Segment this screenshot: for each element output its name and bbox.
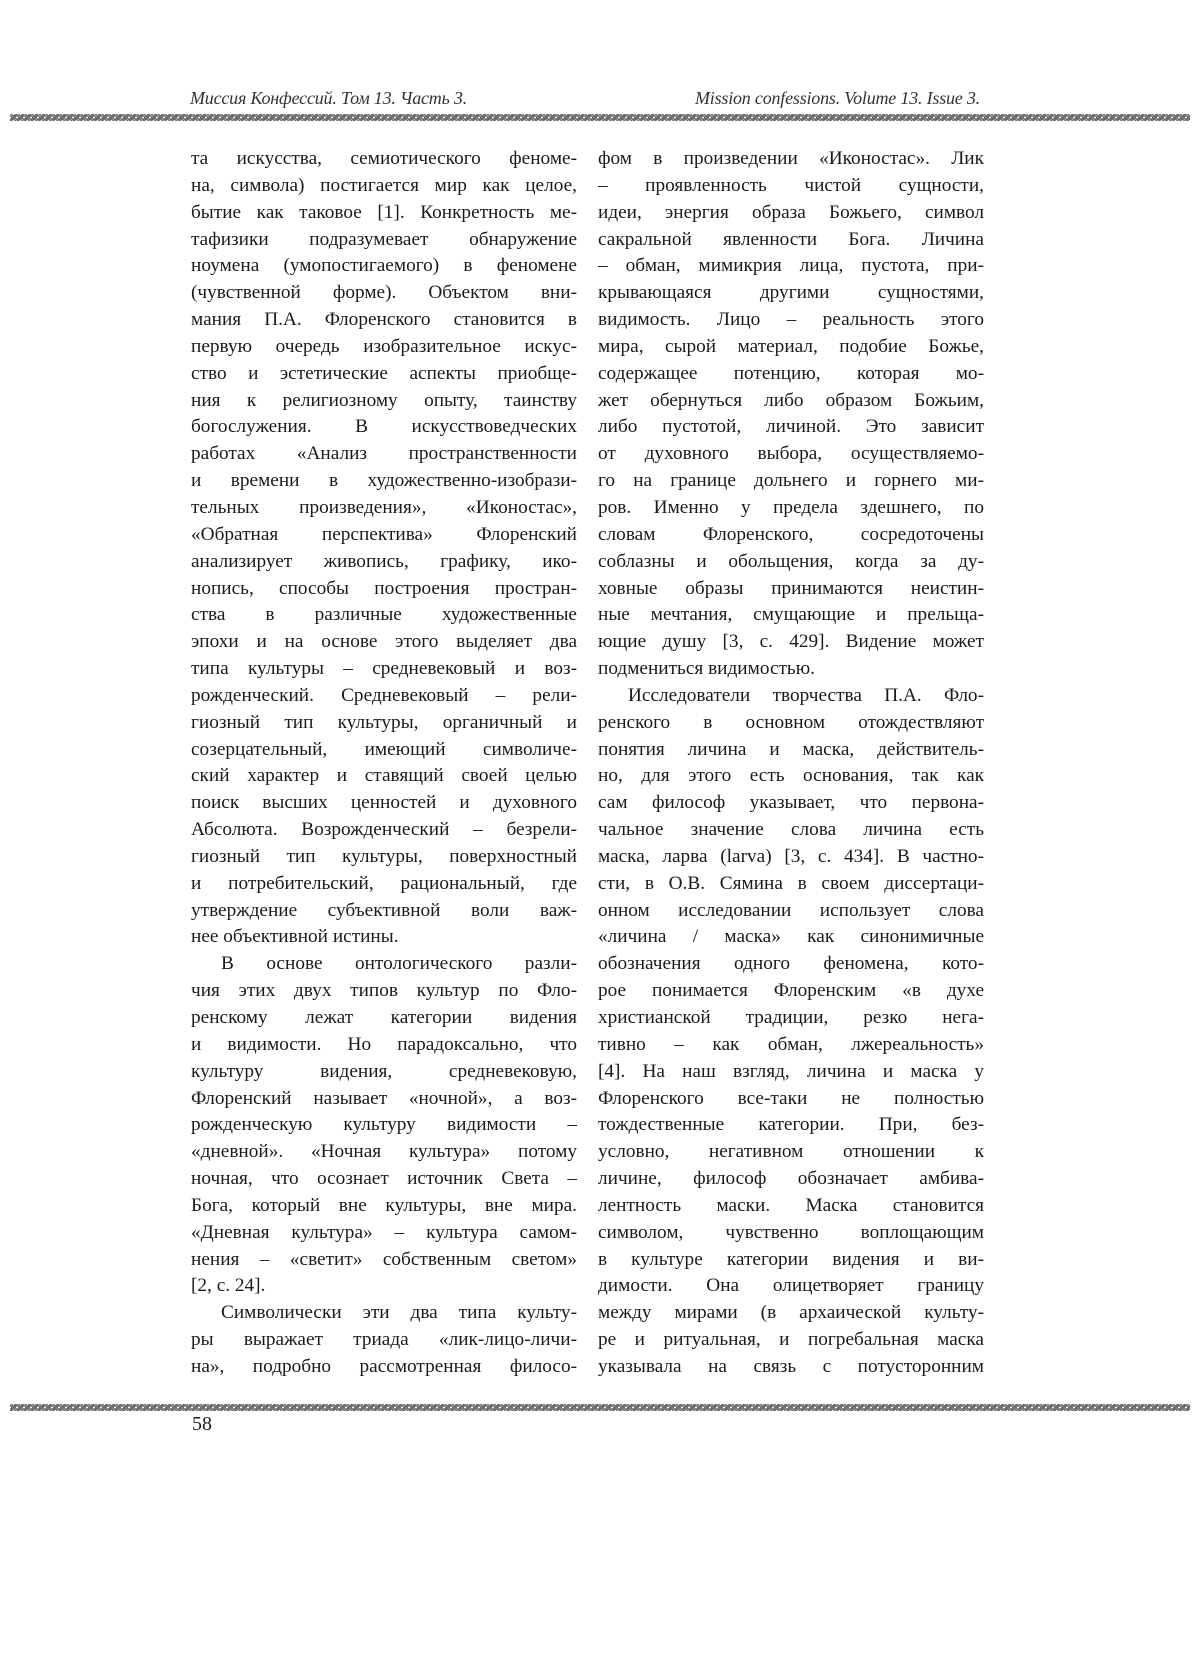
text-line: на», подробно рассмотренная филосо- xyxy=(191,1354,577,1381)
text-line: указывала на связь с потусторонним xyxy=(598,1354,984,1381)
text-line: понятия личина и маска, действитель- xyxy=(598,737,984,764)
text-line: тельных произведения», «Иконостас», xyxy=(191,495,577,522)
text-line: Бога, который вне культуры, вне мира. xyxy=(191,1193,577,1220)
text-line: маска, ларва (larva) [3, с. 434]. В частно- xyxy=(598,844,984,871)
text-line: – обман, мимикрия лица, пустота, при- xyxy=(598,253,984,280)
text-line: ства в различные художественные xyxy=(191,602,577,629)
text-line: «Обратная перспектива» Флоренский xyxy=(191,522,577,549)
text-line: созерцательный, имеющий символиче- xyxy=(191,737,577,764)
text-line: димости. Она олицетворяет границу xyxy=(598,1273,984,1300)
text-line: типа культуры – средневековый и воз- xyxy=(191,656,577,683)
text-line: Флоренского все-таки не полностью xyxy=(598,1086,984,1113)
text-line: ноумена (умопостигаемого) в феномене xyxy=(191,253,577,280)
text-line: ренскому лежат категории видения xyxy=(191,1005,577,1032)
page-number: 58 xyxy=(192,1413,212,1436)
text-line: но, для этого есть основания, так как xyxy=(598,763,984,790)
text-line: и времени в художественно-изобрази- xyxy=(191,468,577,495)
text-line: – проявленность чистой сущности, xyxy=(598,173,984,200)
text-line: мания П.А. Флоренского становится в xyxy=(191,307,577,334)
text-line: подмениться видимостью. xyxy=(598,656,984,683)
text-line: тождественные категории. При, без- xyxy=(598,1112,984,1139)
text-line: личине, философ обозначает амбива- xyxy=(598,1166,984,1193)
text-column-left xyxy=(191,146,577,1381)
text-line: рое понимается Флоренским «в духе xyxy=(598,978,984,1005)
text-line: [4]. На наш взгляд, личина и маска у xyxy=(598,1059,984,1086)
text-line: и потребительский, рациональный, где xyxy=(191,871,577,898)
running-header-russian: Миссия Конфессий. Том 13. Часть 3. xyxy=(190,88,467,109)
text-line: нения – «светит» собственным светом» xyxy=(191,1247,577,1274)
text-line: [2, с. 24]. xyxy=(191,1273,577,1300)
text-line: (чувственной форме). Объектом вни- xyxy=(191,280,577,307)
text-line: «дневной». «Ночная культура» потому xyxy=(191,1139,577,1166)
text-line: и видимости. Но парадоксально, что xyxy=(191,1032,577,1059)
text-line: утверждение субъективной воли важ- xyxy=(191,898,577,925)
text-line: символом, чувственно воплощающим xyxy=(598,1220,984,1247)
text-line: словам Флоренского, сосредоточены xyxy=(598,522,984,549)
text-line: богослужения. В искусствоведческих xyxy=(191,414,577,441)
text-line: ский характер и ставящий своей целью xyxy=(191,763,577,790)
text-column-right xyxy=(598,146,984,1381)
text-line: от духовного выбора, осуществляемо- xyxy=(598,441,984,468)
text-line: сакральной явленности Бога. Личина xyxy=(598,227,984,254)
text-line: ров. Именно у предела здешнего, по xyxy=(598,495,984,522)
text-line: работах «Анализ пространственности xyxy=(191,441,577,468)
text-line: идеи, энергия образа Божьего, символ xyxy=(598,200,984,227)
text-line: В основе онтологического разли- xyxy=(191,951,577,978)
text-line: тивно – как обман, лжереальность» xyxy=(598,1032,984,1059)
text-line: обозначения одного феномена, кото- xyxy=(598,951,984,978)
text-line: лентность маски. Маска становится xyxy=(598,1193,984,1220)
text-line: ющие душу [3, с. 429]. Видение может xyxy=(598,629,984,656)
text-line: нопись, способы построения простран- xyxy=(191,576,577,603)
text-line: в культуре категории видения и ви- xyxy=(598,1247,984,1274)
text-line: ночная, что осознает источник Света – xyxy=(191,1166,577,1193)
text-line: сам философ указывает, что первона- xyxy=(598,790,984,817)
text-line: онном исследовании использует слова xyxy=(598,898,984,925)
text-line: та искусства, семиотического феноме- xyxy=(191,146,577,173)
text-line: жет обернуться либо образом Божьим, xyxy=(598,388,984,415)
text-line: содержащее потенцию, которая мо- xyxy=(598,361,984,388)
text-line: гиозный тип культуры, поверхностный xyxy=(191,844,577,871)
text-line: нее объективной истины. xyxy=(191,924,577,951)
text-line: видимость. Лицо – реальность этого xyxy=(598,307,984,334)
text-line: культуру видения, средневековую, xyxy=(191,1059,577,1086)
text-line: либо пустотой, личиной. Это зависит xyxy=(598,414,984,441)
text-line: «личина / маска» как синонимичные xyxy=(598,924,984,951)
text-line: чия этих двух типов культур по Фло- xyxy=(191,978,577,1005)
text-line: ные мечтания, смущающие и прельща- xyxy=(598,602,984,629)
text-line: анализирует живопись, графику, ико- xyxy=(191,549,577,576)
text-line: эпохи и на основе этого выделяет два xyxy=(191,629,577,656)
text-line: гиозный тип культуры, органичный и xyxy=(191,710,577,737)
text-line: Символически эти два типа культу- xyxy=(191,1300,577,1327)
text-line: ренского в основном отождествляют xyxy=(598,710,984,737)
text-line: ховные образы принимаются неистин- xyxy=(598,576,984,603)
text-line: бытие как таковое [1]. Конкретность ме- xyxy=(191,200,577,227)
text-line: Исследователи творчества П.А. Фло- xyxy=(598,683,984,710)
text-line: чальное значение слова личина есть xyxy=(598,817,984,844)
text-line: тафизики подразумевает обнаружение xyxy=(191,227,577,254)
running-header-english: Mission confessions. Volume 13. Issue 3. xyxy=(695,88,980,109)
text-line: рожденческую культуру видимости – xyxy=(191,1112,577,1139)
text-line: «Дневная культура» – культура самом- xyxy=(191,1220,577,1247)
text-line: ство и эстетические аспекты приобще- xyxy=(191,361,577,388)
text-line: первую очередь изобразительное искус- xyxy=(191,334,577,361)
text-line: соблазны и обольщения, когда за ду- xyxy=(598,549,984,576)
text-line: крывающаяся другими сущностями, xyxy=(598,280,984,307)
text-line: го на границе дольнего и горнего ми- xyxy=(598,468,984,495)
text-line: христианской традиции, резко нега- xyxy=(598,1005,984,1032)
top-ornamental-rule xyxy=(10,114,1190,121)
bottom-ornamental-rule xyxy=(10,1404,1190,1411)
text-line: фом в произведении «Иконостас». Лик xyxy=(598,146,984,173)
text-line: ры выражает триада «лик-лицо-личи- xyxy=(191,1327,577,1354)
text-line: поиск высших ценностей и духовного xyxy=(191,790,577,817)
text-line: сти, в О.В. Сямина в своем диссертаци- xyxy=(598,871,984,898)
text-line: Флоренский называет «ночной», а воз- xyxy=(191,1086,577,1113)
text-line: на, символа) постигается мир как целое, xyxy=(191,173,577,200)
text-line: условно, негативном отношении к xyxy=(598,1139,984,1166)
text-line: Абсолюта. Возрожденческий – безрели- xyxy=(191,817,577,844)
text-line: ния к религиозному опыту, таинству xyxy=(191,388,577,415)
text-line: между мирами (в архаической культу- xyxy=(598,1300,984,1327)
text-line: рожденческий. Средневековый – рели- xyxy=(191,683,577,710)
text-line: мира, сырой материал, подобие Божье, xyxy=(598,334,984,361)
text-line: ре и ритуальная, и погребальная маска xyxy=(598,1327,984,1354)
